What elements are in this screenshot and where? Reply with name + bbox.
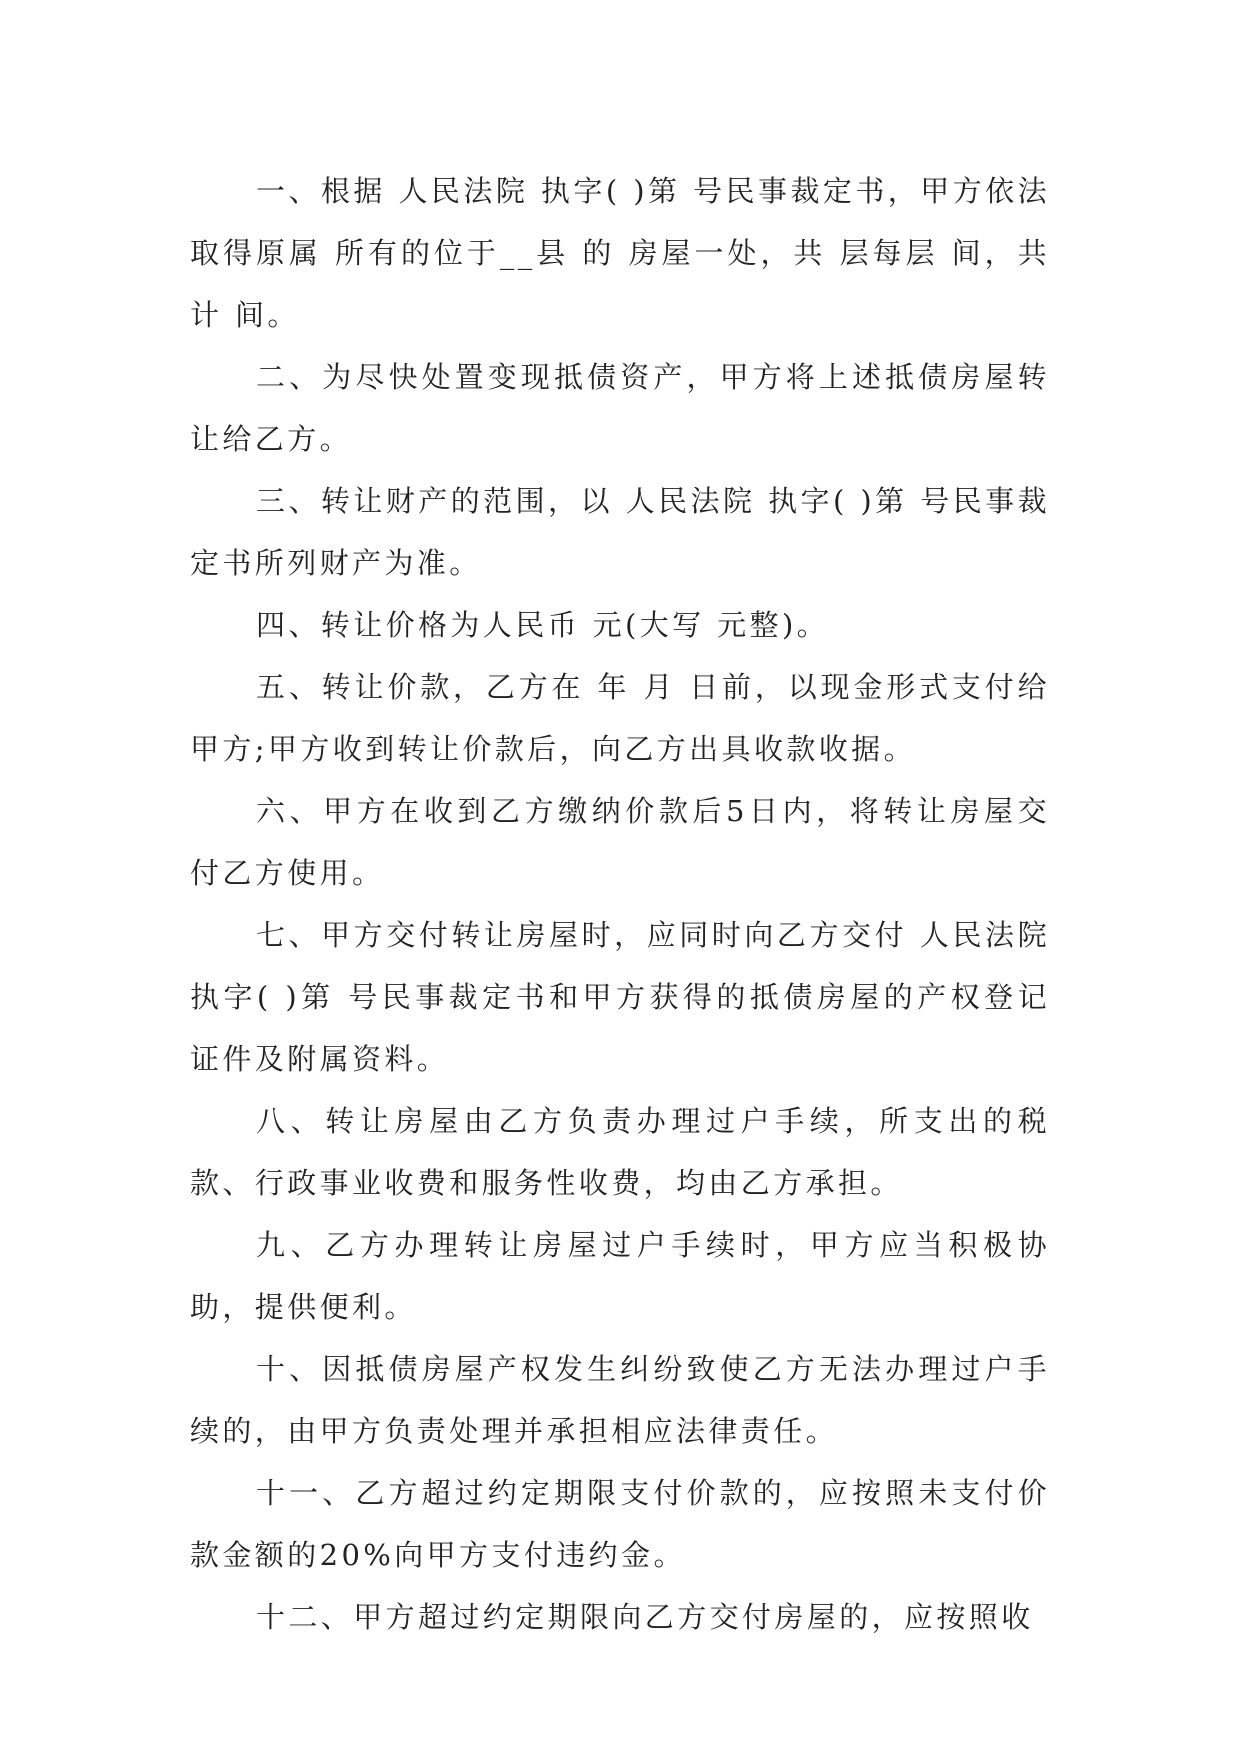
clause-9: 九、乙方办理转让房屋过户手续时，甲方应当积极协助，提供便利。 [190,1228,1050,1324]
clause-6: 六、甲方在收到乙方缴纳价款后5日内，将转让房屋交付乙方使用。 [190,794,1050,890]
clause-7: 七、甲方交付转让房屋时，应同时向乙方交付 人民法院 执字( )第 号民事裁定书和甲方获得的抵债房屋的产权登记证件及附属资料。 [190,918,1063,1076]
clause-10: 十、因抵债房屋产权发生纠纷致使乙方无法办理过户手续的，由甲方负责处理并承担相应法律责任。 [190,1352,1050,1448]
clause-3: 三、转让财产的范围，以 人民法院 执字( )第 号民事裁定书所列财产为准。 [190,484,1050,580]
clause-8: 八、转让房屋由乙方负责办理过户手续，所支出的税款、行政事业收费和服务性收费，均由乙方承担。 [190,1104,1050,1200]
contract-body [190,160,1063,1648]
clause-5: 五、转让价款，乙方在 年 月 日前，以现金形式支付给甲方;甲方收到转让价款后，向乙方出具收款收据。 [190,670,1050,766]
clause-4: 四、转让价格为人民币 元(大写 元整)。 [256,608,830,642]
clause-1: 一、根据 人民法院 执字( )第 号民事裁定书，甲方依法取得原属 所有的位于__县 的 房屋一处，共 层每层 间，共计 间。 [190,174,1050,332]
clause-12: 十二、甲方超过约定期限向乙方交付房屋的，应按照收 [256,1600,1034,1634]
clause-2: 二、为尽快处置变现抵债资产，甲方将上述抵债房屋转让给乙方。 [190,360,1050,456]
clause-11: 十一、乙方超过约定期限支付价款的，应按照未支付价款金额的20%向甲方支付违约金。 [190,1476,1050,1572]
